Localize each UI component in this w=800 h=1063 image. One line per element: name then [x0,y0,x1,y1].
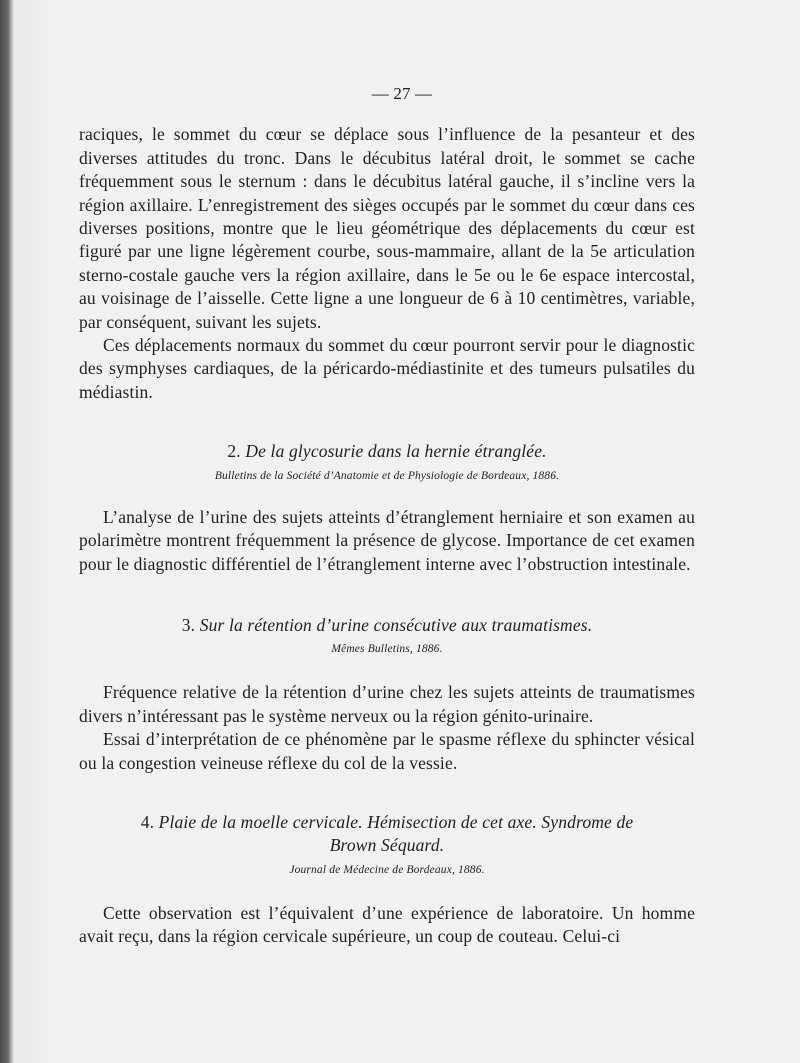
section-heading [79,440,695,463]
section-source: Bulletins de la Société d’Anatomie et de Physiologie de Bordeaux, 1886. [214,469,560,482]
section-title: Sur la rétention d’urine consécutive aux traumatismes. [199,614,593,635]
section-number: 3. [181,614,196,635]
page-content [79,82,695,949]
continuation-paragraph: raciques, le sommet du cœur se déplace sous l’influence de la pesanteur et des diverses attitudes du tronc. Dans le décubitus latéral droit, le sommet se cache fréquemment sous le sternum : dans le décubitus latéral gauche, il s’incline vers la région axillaire. L’enregistrement des sièges occupés par le sommet du cœur dans ces diverses positions, montre que le lieu géométrique des déplacements du cœur est figuré par une ligne légèrement courbe, sous-mammaire, allant de la 5e articulation sterno-costale gauche vers la région axillaire, dans le 5e ou le 6e espace intercostal, au voisinage de l’aisselle. Cette ligne a une longueur de 6 à 10 centimètres, variable, par conséquent, suivant les sujets. [79,124,695,332]
section-retention [79,614,695,775]
section-moelle-cervicale [79,811,695,949]
section-heading [79,811,695,858]
section-source: Mêmes Bulletins, 1886. [331,643,443,656]
page-number: — 27 — [371,84,433,103]
section-number: 4. [140,811,155,832]
section-source: Journal de Médecine de Bordeaux, 1886. [289,863,485,876]
section-title: Plaie de la moelle cervicale. Hémisection de cet axe. Syndrome de Brown Séquard. [158,811,634,856]
section-paragraph: Cette observation est l’équivalent d’une expérience de laboratoire. Un homme avait reçu, dans la région cervicale supérieure, un coup de couteau. Celui-ci [79,902,695,947]
section-paragraph: L’analyse de l’urine des sujets atteints d’étranglement herniaire et son examen au polarimètre montrent fréquemment la présence de glycose. Importance de cet examen pour le diagnostic différentiel de l’étranglement interne avec l’obstruction intestinale. [79,506,695,574]
section-title: De la glycosurie dans la hernie étranglée. [245,441,547,462]
section-glycosurie [79,440,695,576]
section-paragraph: Essai d’interprétation de ce phénomène par le spasme réflexe du sphincter vésical ou la congestion veineuse réflexe du col de la vessie. [79,729,695,773]
section-paragraph: Fréquence relative de la rétention d’urine chez les sujets atteints de traumatismes divers n’intéressant pas le système nerveux ou la région génito-urinaire. [79,682,695,726]
section-heading [79,614,695,637]
section-number: 2. [227,441,241,462]
paragraph-symphyses: Ces déplacements normaux du sommet du cœur pourront servir pour le diagnostic des symphyses cardiaques, de la péricardo-médiastinite et des tumeurs pulsatiles du médiastin. [79,335,695,402]
